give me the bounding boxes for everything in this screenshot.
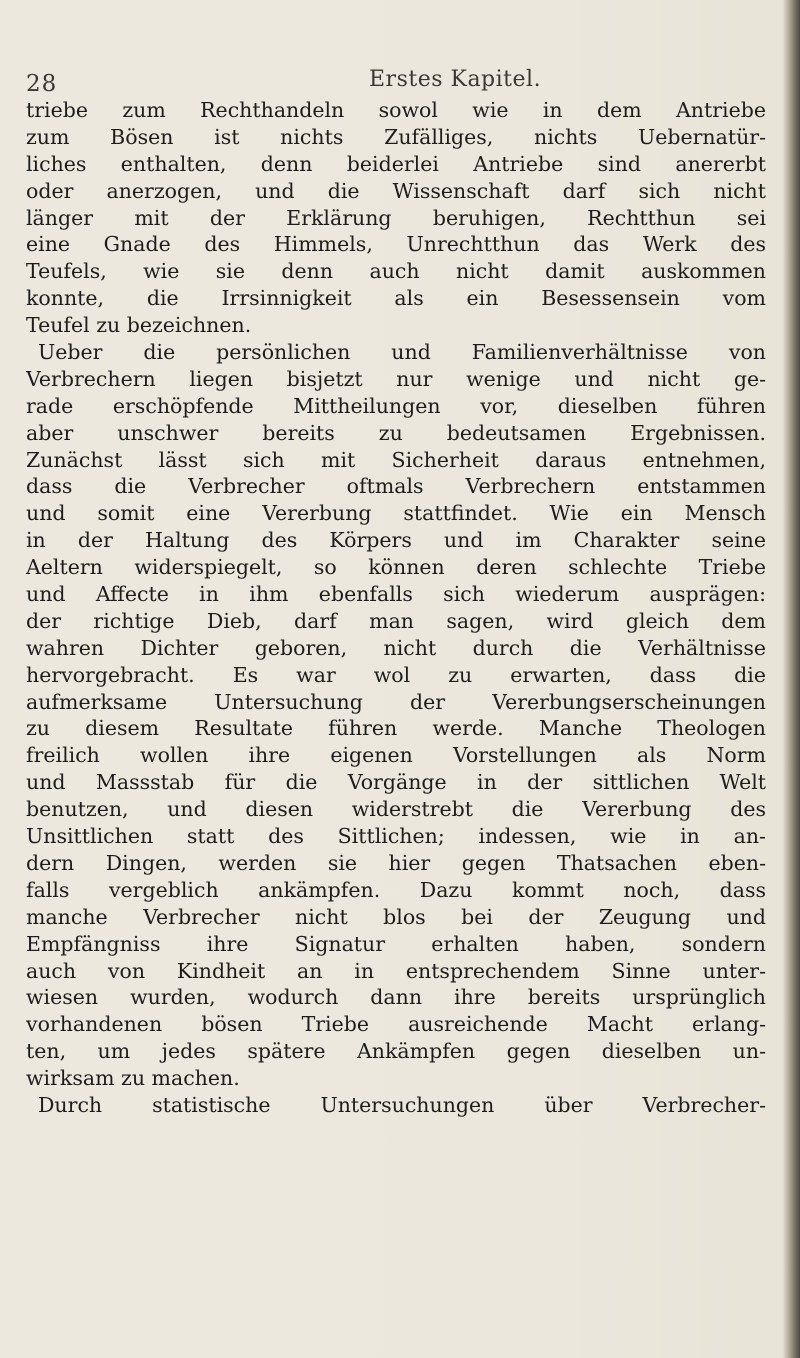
text-line: aber unschwer bereits zu bedeutsamen Ergebnissen. (26, 420, 766, 445)
text-line: aufmerksame Untersuchung der Vererbungserscheinungen (26, 689, 766, 714)
running-title: Erstes Kapitel. (369, 67, 542, 92)
text-line: Durch statistische Untersuchungen über Verbrecher- (38, 1092, 766, 1117)
text-line: Unsittlichen statt des Sittlichen; indessen, wie in an- (26, 824, 766, 849)
text-line: manche Verbrecher nicht blos bei der Zeugung und (26, 904, 766, 929)
text-line: benutzen, und diesen widerstrebt die Vererbung des (26, 797, 766, 822)
text-line: wiesen wurden, wodurch dann ihre bereits ursprünglich (26, 985, 766, 1010)
text-line: Teufels, wie sie denn auch nicht damit auskommen (26, 259, 766, 284)
text-line: in der Haltung des Körpers und im Charakter seine (26, 528, 766, 553)
text-line: wahren Dichter geboren, nicht durch die Verhältnisse (26, 635, 766, 660)
page-number: 28 (26, 71, 58, 97)
text-line: auch von Kindheit an in entsprechendem Sinne unter- (26, 958, 766, 983)
text-line: Ueber die persönlichen und Familienverhältnisse von (38, 340, 766, 365)
text-line: Empfängniss ihre Signatur erhalten haben, sondern (26, 931, 766, 956)
page-edge-shadow (782, 0, 800, 1358)
body-text (26, 97, 766, 1119)
text-line: wirksam zu machen. (26, 1066, 240, 1091)
text-line: Zunächst lässt sich mit Sicherheit daraus entnehmen, (26, 447, 766, 472)
text-line: dern Dingen, werden sie hier gegen Thatsachen eben- (26, 850, 766, 875)
text-line: und Massstab für die Vorgänge in der sittlichen Welt (26, 770, 766, 795)
text-line: ten, um jedes spätere Ankämpfen gegen dieselben un- (26, 1039, 766, 1064)
text-line: dass die Verbrecher oftmals Verbrechern entstammen (26, 474, 766, 499)
text-line: vorhandenen bösen Triebe ausreichende Macht erlang- (26, 1012, 766, 1037)
text-line: freilich wollen ihre eigenen Vorstellungen als Norm (26, 743, 766, 768)
text-line: länger mit der Erklärung beruhigen, Rechtthun sei (26, 205, 766, 230)
text-line: liches enthalten, denn beiderlei Antriebe sind anererbt (26, 151, 766, 176)
text-line: zu diesem Resultate führen werde. Manche Theologen (26, 716, 766, 741)
text-line: konnte, die Irrsinnigkeit als ein Besessensein vom (26, 286, 766, 311)
text-line: triebe zum Rechthandeln sowol wie in dem Antriebe (26, 98, 766, 122)
text-line: rade erschöpfende Mittheilungen vor, dieselben führen (26, 393, 766, 418)
text-line: und Affecte in ihm ebenfalls sich wiederum ausprägen: (26, 582, 766, 607)
text-line: oder anerzogen, und die Wissenschaft darf sich nicht (26, 178, 766, 203)
text-line: Teufel zu bezeichnen. (26, 313, 252, 338)
text-line: falls vergeblich ankämpfen. Dazu kommt noch, dass (26, 877, 766, 902)
text-line: und somit eine Vererbung stattfindet. Wie ein Mensch (26, 501, 766, 526)
text-line: der richtige Dieb, darf man sagen, wird gleich dem (26, 608, 766, 633)
text-line: hervorgebracht. Es war wol zu erwarten, dass die (26, 662, 766, 687)
text-line: Aeltern widerspiegelt, so können deren schlechte Triebe (26, 555, 766, 580)
text-line: zum Bösen ist nichts Zufälliges, nichts Uebernatür- (26, 124, 766, 149)
text-line: eine Gnade des Himmels, Unrechtthun das Werk des (26, 232, 766, 257)
text-line: Verbrechern liegen bisjetzt nur wenige und nicht ge- (26, 366, 766, 391)
